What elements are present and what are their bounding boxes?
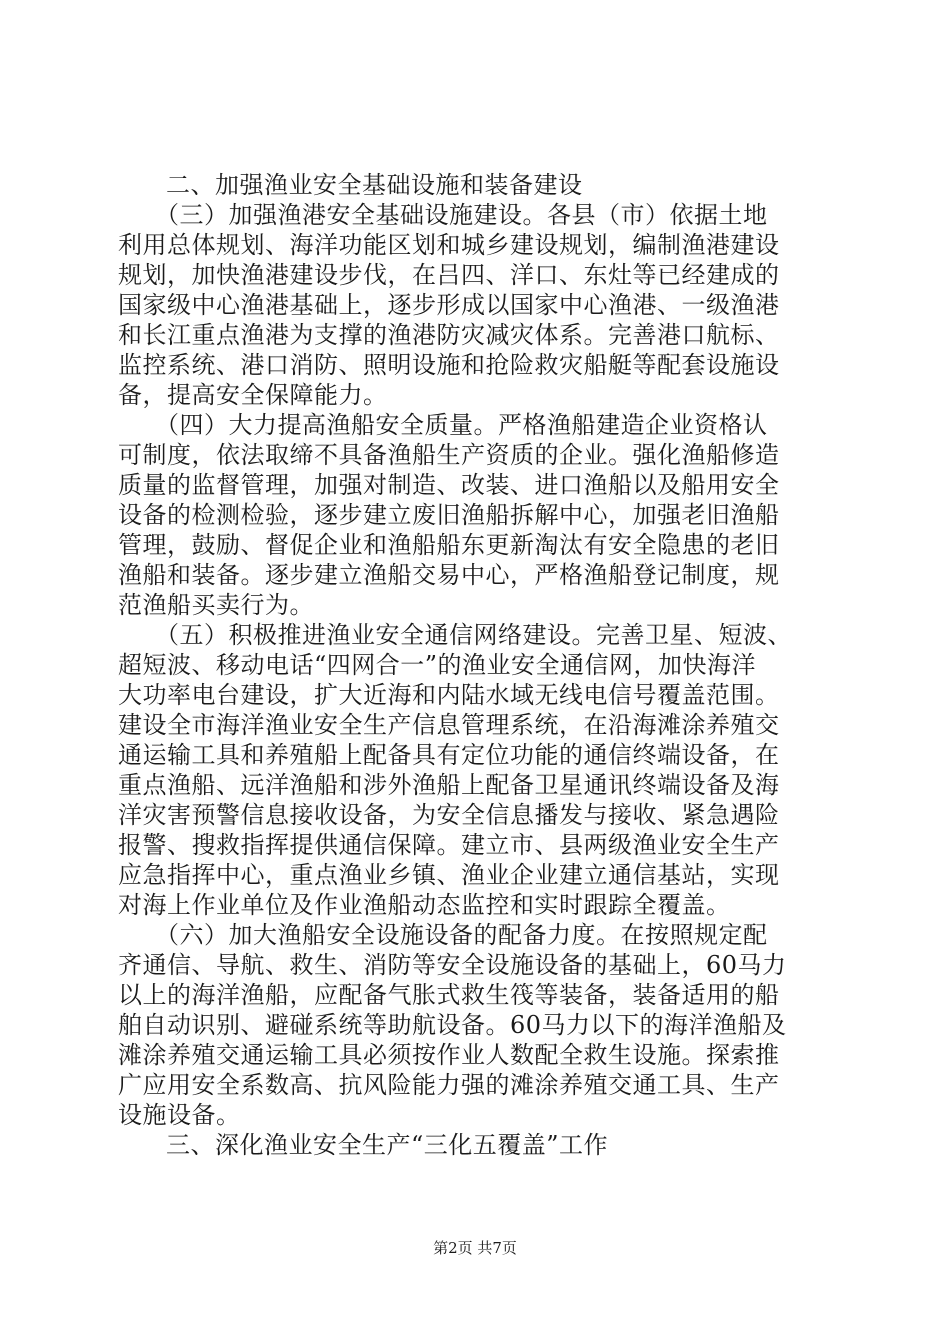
section-heading: 三、深化渔业安全生产“三化五覆盖”工作 [166, 1131, 609, 1159]
paragraph-line: 监控系统、港口消防、照明设施和抢险救灾船艇等配套设施设 [118, 351, 780, 379]
section-heading: 二、加强渔业安全基础设施和装备建设 [166, 171, 583, 199]
paragraph-line: 以上的海洋渔船，应配备气胀式救生筏等装备，装备适用的船 [118, 981, 780, 1009]
paragraph-line: 舶自动识别、避碰系统等助航设备。60马力以下的海洋渔船及 [118, 1011, 787, 1039]
paragraph-line: 质量的监督管理，加强对制造、改装、进口渔船以及船用安全 [118, 471, 780, 499]
paragraph-line: 备，提高安全保障能力。 [118, 381, 388, 409]
paragraph-line: 利用总体规划、海洋功能区划和城乡建设规划，编制渔港建设 [118, 231, 780, 259]
paragraph-line: 超短波、移动电话“四网合一”的渔业安全通信网，加快海洋 [118, 651, 757, 679]
paragraph-line: 齐通信、导航、救生、消防等安全设施设备的基础上，60马力 [118, 951, 787, 979]
paragraph-line: 建设全市海洋渔业安全生产信息管理系统，在沿海滩涂养殖交 [118, 711, 780, 739]
paragraph-line: 设施设备。 [118, 1101, 241, 1129]
paragraph-line: 国家级中心渔港基础上，逐步形成以国家中心渔港、一级渔港 [118, 291, 780, 319]
paragraph-line: 大功率电台建设，扩大近海和内陆水域无线电信号覆盖范围。 [118, 681, 780, 709]
paragraph-line: （四）大力提高渔船安全质量。严格渔船建造企业资格认 [118, 411, 768, 439]
paragraph-line: 洋灾害预警信息接收设备，为安全信息播发与接收、紧急遇险 [118, 801, 780, 829]
paragraph-line: 广应用安全系数高、抗风险能力强的滩涂养殖交通工具、生产 [118, 1071, 780, 1099]
paragraph-line: 规划，加快渔港建设步伐，在吕四、洋口、东灶等已经建成的 [118, 261, 780, 289]
paragraph-line: 应急指挥中心，重点渔业乡镇、渔业企业建立通信基站，实现 [118, 861, 780, 889]
paragraph-line: （六）加大渔船安全设施设备的配备力度。在按照规定配 [118, 921, 768, 949]
paragraph-line: 报警、搜救指挥提供通信保障。建立市、县两级渔业安全生产 [118, 831, 780, 859]
paragraph-line: 通运输工具和养殖船上配备具有定位功能的通信终端设备，在 [118, 741, 780, 769]
paragraph-line: 管理，鼓励、督促企业和渔船船东更新淘汰有安全隐患的老旧 [118, 531, 780, 559]
paragraph-line: 渔船和装备。逐步建立渔船交易中心，严格渔船登记制度，规 [118, 561, 780, 589]
paragraph-line: （三）加强渔港安全基础设施建设。各县（市）依据土地 [118, 201, 768, 229]
paragraph-line: 滩涂养殖交通运输工具必须按作业人数配全救生设施。探索推 [118, 1041, 780, 1069]
document-body [118, 170, 838, 1160]
paragraph-line: 设备的检测检验，逐步建立废旧渔船拆解中心，加强老旧渔船 [118, 501, 780, 529]
paragraph-line: 和长江重点渔港为支撑的渔港防灾减灾体系。完善港口航标、 [118, 321, 780, 349]
paragraph-line: （五）积极推进渔业安全通信网络建设。完善卫星、短波、 [118, 621, 792, 649]
paragraph-line: 范渔船买卖行为。 [118, 591, 314, 619]
paragraph-line: 对海上作业单位及作业渔船动态监控和实时跟踪全覆盖。 [118, 891, 731, 919]
page-number-footer: 第2页 共7页 [433, 1239, 517, 1257]
paragraph-line: 重点渔船、远洋渔船和涉外渔船上配备卫星通讯终端设备及海 [118, 771, 780, 799]
paragraph-line: 可制度，依法取缔不具备渔船生产资质的企业。强化渔船修造 [118, 441, 780, 469]
